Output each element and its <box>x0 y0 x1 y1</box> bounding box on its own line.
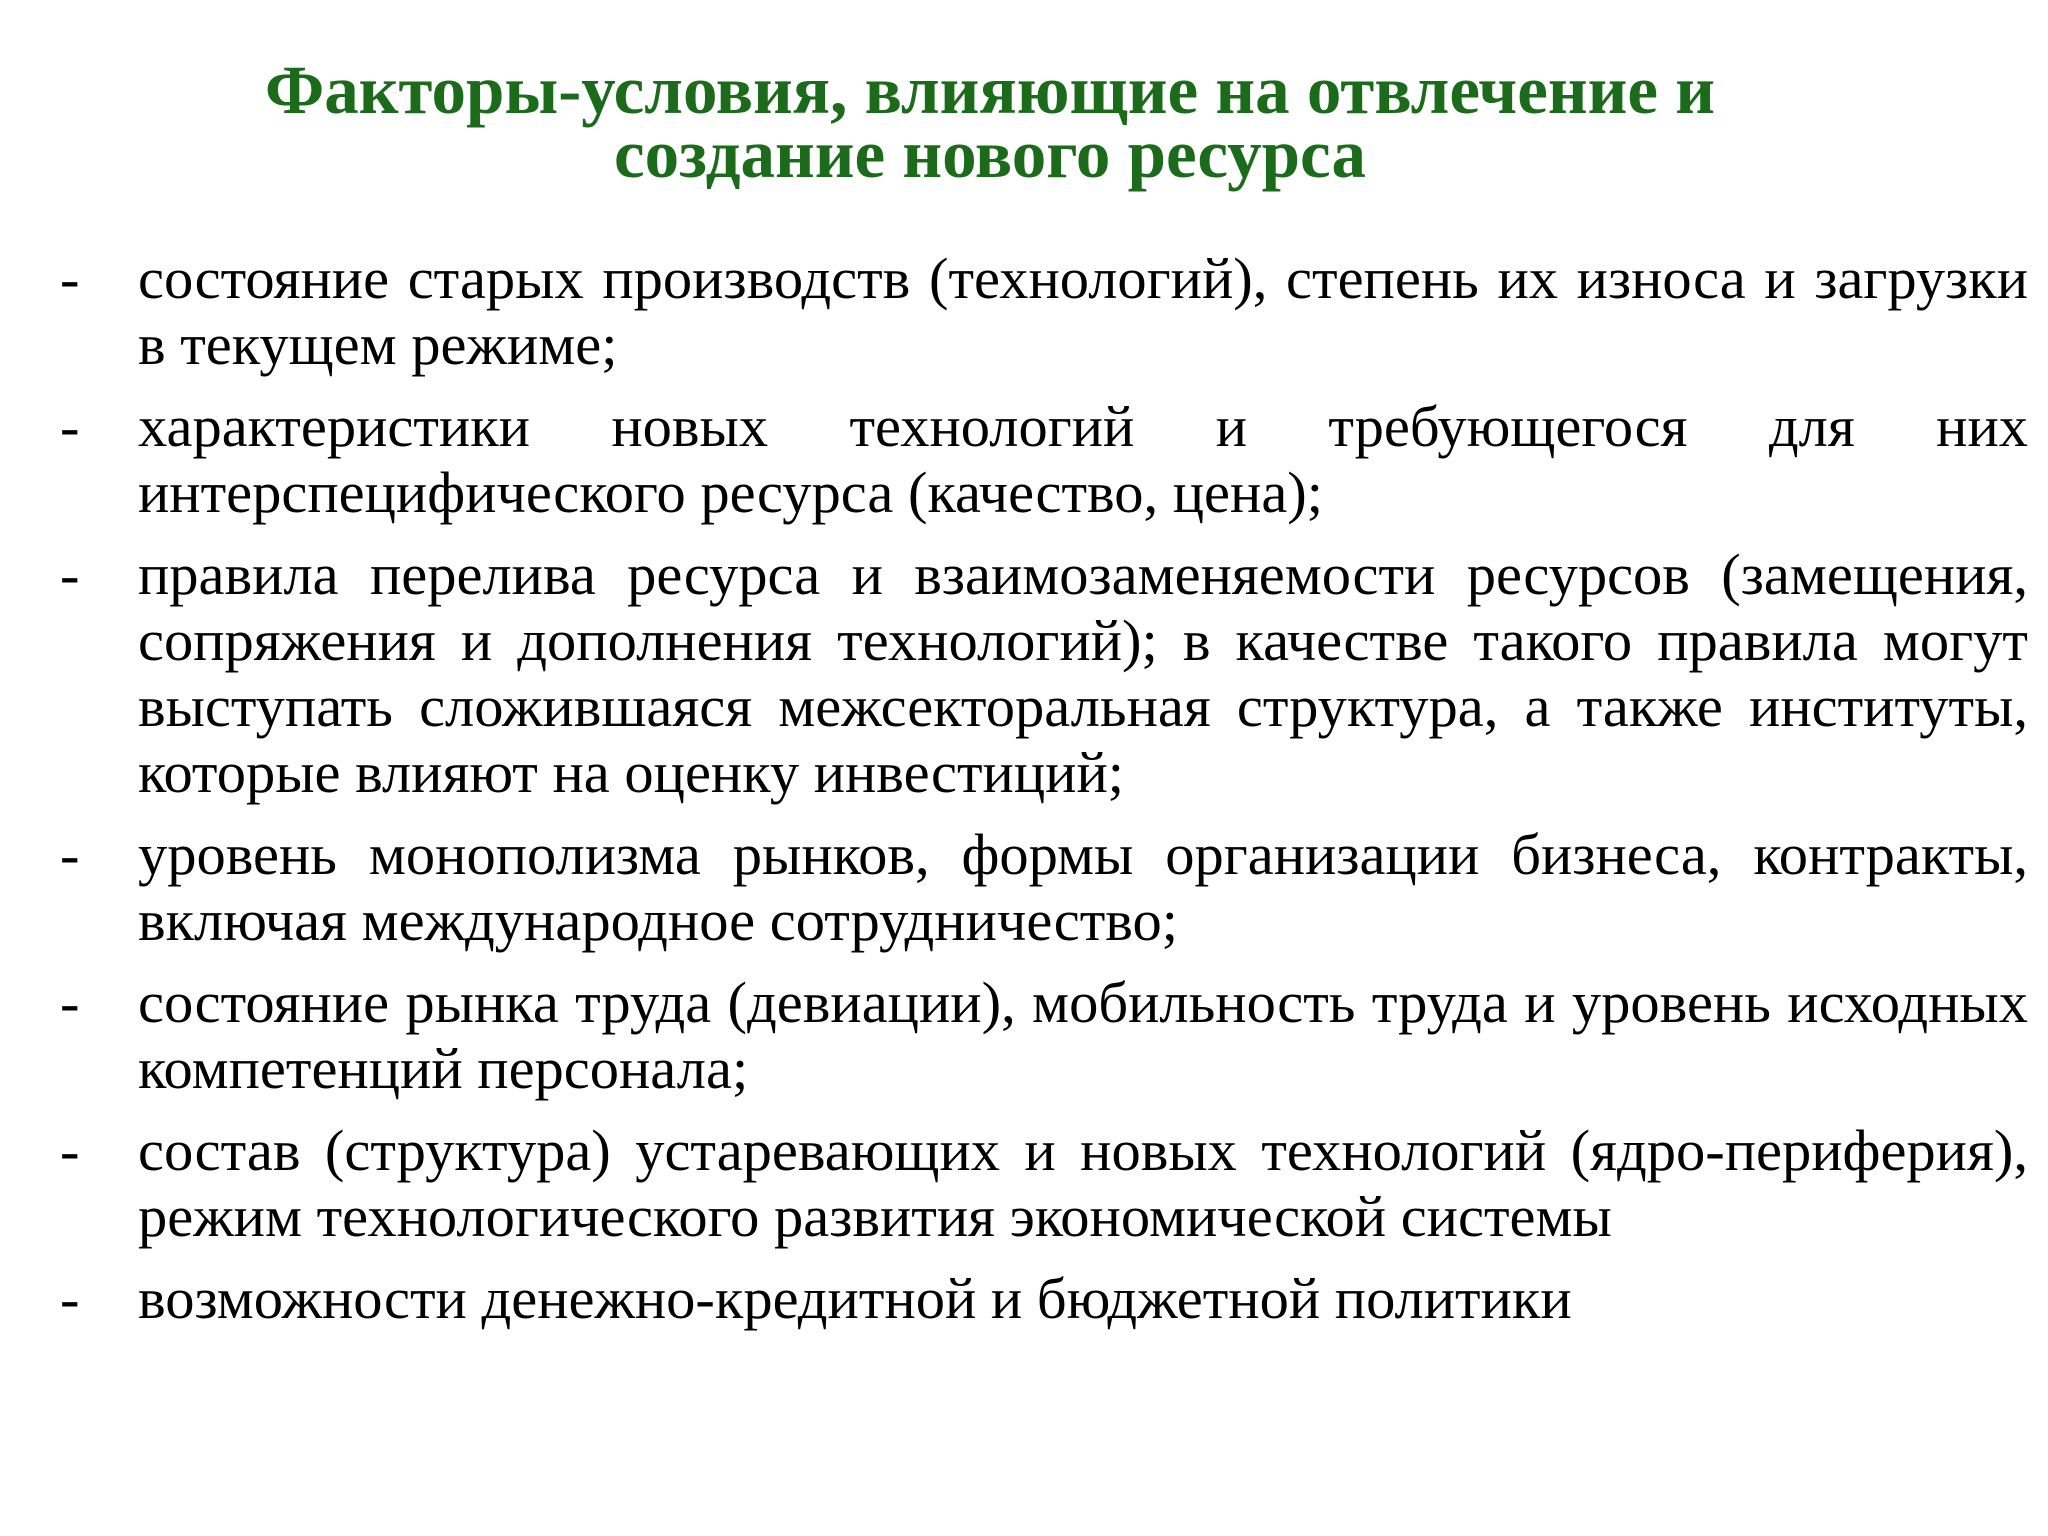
factor-list <box>60 246 2028 1348</box>
factor-text-1: состояние старых производств (технологий), степень их износа и загрузки в текущем режиме; <box>138 246 2028 377</box>
factor-text-3: правила перелива ресурса и взаимозаменяемости ресурсов (замещения, сопряжения и дополнения технологий); в качестве такого правила могут выступать сложившаяся межсекторальная структура, а также институты, которые влияют на оценку инвестиций; <box>138 542 2028 805</box>
factor-text-2: характеристики новых технологий и требующегося для них интерспецифического ресурса (качество, цена); <box>138 394 2028 525</box>
bullet-dash: - <box>60 1118 80 1183</box>
factor-item-2 <box>60 394 2028 526</box>
factor-text-6: состав (структура) устаревающих и новых технологий (ядро-периферия), режим технологического развития экономической системы <box>138 1118 2028 1249</box>
factor-text-7: возможности денежно-кредитной и бюджетной политики <box>138 1266 1572 1331</box>
factor-item-1 <box>60 246 2028 378</box>
factor-item-5 <box>60 970 2028 1102</box>
bullet-dash: - <box>60 542 80 607</box>
factor-text-4: уровень монополизма рынков, формы организации бизнеса, контракты, включая международное сотрудничество; <box>138 822 2028 953</box>
bullet-dash: - <box>60 970 80 1035</box>
bullet-dash: - <box>60 246 80 311</box>
title-line-2: создание нового ресурса <box>614 116 1366 192</box>
bullet-dash: - <box>60 1266 80 1331</box>
factor-item-3 <box>60 542 2028 806</box>
factor-item-7 <box>60 1266 2028 1332</box>
factor-item-6 <box>60 1118 2028 1250</box>
bullet-dash: - <box>60 394 80 459</box>
bullet-dash: - <box>60 822 80 887</box>
factor-text-5: состояние рынка труда (девиации), мобильность труда и уровень исходных компетенций персонала; <box>138 970 2028 1101</box>
title-line-1: Факторы-условия, влияющие на отвлечение и <box>265 52 1715 128</box>
slide-title <box>100 52 1880 192</box>
factor-item-4 <box>60 822 2028 954</box>
